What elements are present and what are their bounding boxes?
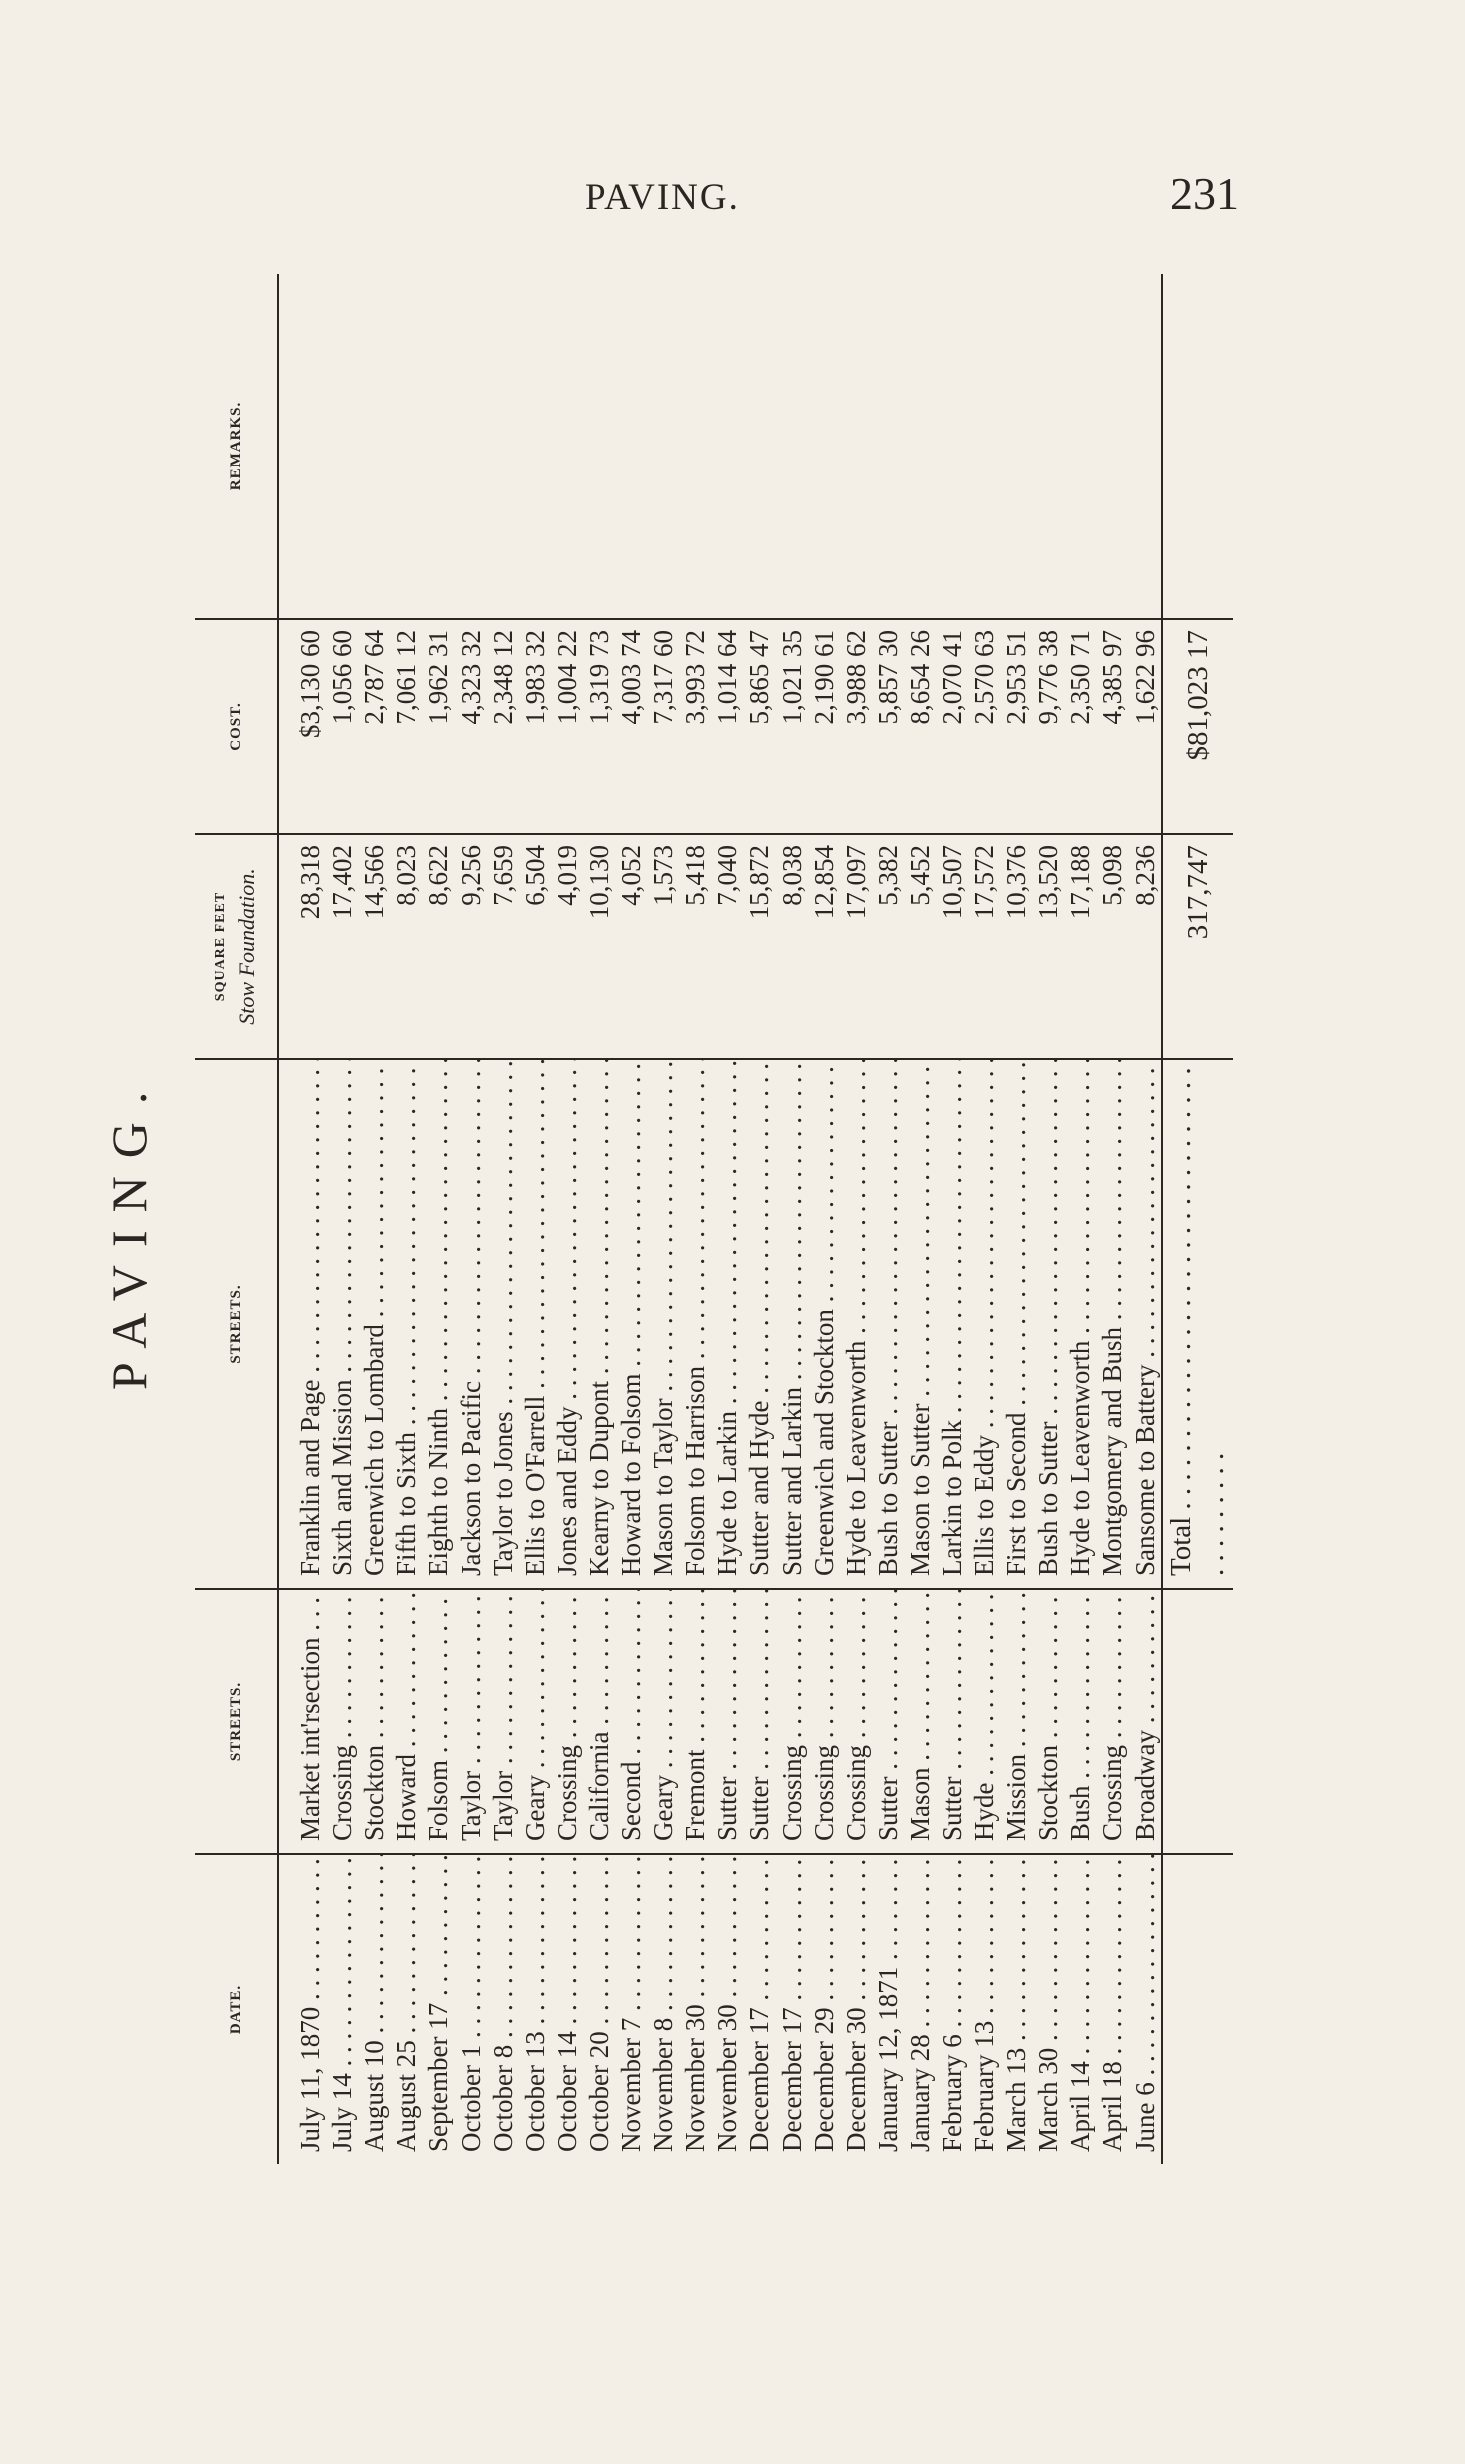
table-row xyxy=(968,274,1000,2164)
range-street-cell: Hyde to Leavenworth . . . xyxy=(1064,1059,1096,1589)
remarks-header: REMARKS. xyxy=(195,274,278,619)
cross-street-cell: Geary . . . xyxy=(647,1589,679,1854)
table-row xyxy=(1000,274,1032,2164)
running-head: PAVING. xyxy=(585,177,740,218)
table-row xyxy=(808,274,840,2164)
square-feet-cell: 17,097 xyxy=(840,834,872,1059)
table-row xyxy=(519,274,551,2164)
date-cell: July 14 . . . xyxy=(326,1854,358,2164)
cost-cell: 1,014 64 xyxy=(711,619,743,834)
ledger-body xyxy=(278,274,1162,2164)
square-feet-header xyxy=(195,834,278,1059)
square-feet-cell: 15,872 xyxy=(743,834,775,1059)
range-street-cell: Ellis to O'Farrell . . . xyxy=(519,1059,551,1589)
table-row xyxy=(358,274,390,2164)
ledger-table xyxy=(195,274,1233,2164)
page-number: 231 xyxy=(1170,168,1239,219)
remarks-cell xyxy=(615,274,647,619)
range-street-cell: Hyde to Leavenworth . . . xyxy=(840,1059,872,1589)
cost-cell: 1,056 60 xyxy=(326,619,358,834)
remarks-cell xyxy=(904,274,936,619)
cross-street-cell: Stockton . . . xyxy=(358,1589,390,1854)
range-street-cell: Jones and Eddy . . . xyxy=(551,1059,583,1589)
cross-street-cell: Sutter . . . xyxy=(743,1589,775,1854)
square-feet-cell: 17,188 xyxy=(1064,834,1096,1059)
cost-cell: 1,983 32 xyxy=(519,619,551,834)
cost-cell: 2,070 41 xyxy=(936,619,968,834)
remarks-cell xyxy=(390,274,422,619)
square-feet-cell: 5,098 xyxy=(1096,834,1128,1059)
date-cell: June 6 . . . xyxy=(1129,1854,1163,2164)
cost-cell: 5,865 47 xyxy=(743,619,775,834)
date-cell: October 8 . . . xyxy=(487,1854,519,2164)
remarks-cell xyxy=(1064,274,1096,619)
remarks-cell xyxy=(775,274,807,619)
cost-cell: 7,061 12 xyxy=(390,619,422,834)
cost-cell: 2,570 63 xyxy=(968,619,1000,834)
square-feet-cell: 4,019 xyxy=(551,834,583,1059)
cross-street-cell: Mason . . . xyxy=(904,1589,936,1854)
date-cell: August 25 . . . xyxy=(390,1854,422,2164)
range-street-cell: Taylor to Jones . . . xyxy=(487,1059,519,1589)
total-remarks-cell xyxy=(1162,274,1233,619)
date-cell: February 6 . . . xyxy=(936,1854,968,2164)
date-cell: April 18 . . . xyxy=(1096,1854,1128,2164)
square-feet-cell: 12,854 xyxy=(808,834,840,1059)
cost-cell: 2,348 12 xyxy=(487,619,519,834)
date-cell: November 30 . . . xyxy=(679,1854,711,2164)
table-row xyxy=(1064,274,1096,2164)
cost-cell: 1,962 31 xyxy=(422,619,454,834)
range-street-cell: Sansome to Battery . . . xyxy=(1129,1059,1163,1589)
table-row xyxy=(936,274,968,2164)
date-cell: October 14 . . . xyxy=(551,1854,583,2164)
date-cell: July 11, 1870 . . . xyxy=(278,1854,326,2164)
remarks-cell xyxy=(936,274,968,619)
cross-street-cell: Folsom . . . xyxy=(422,1589,454,1854)
range-street-cell: Eighth to Ninth . . . xyxy=(422,1059,454,1589)
remarks-cell xyxy=(1129,274,1163,619)
total-square-feet: 317,747 xyxy=(1162,834,1233,1059)
range-street-cell: Howard to Folsom . . . xyxy=(615,1059,647,1589)
table-row xyxy=(872,274,904,2164)
total-cost: $81,023 17 xyxy=(1162,619,1233,834)
cross-street-cell: Mission . . . xyxy=(1000,1589,1032,1854)
square-feet-cell: 9,256 xyxy=(455,834,487,1059)
range-street-cell: Jackson to Pacific . . . xyxy=(455,1059,487,1589)
table-row xyxy=(711,274,743,2164)
square-feet-cell: 17,572 xyxy=(968,834,1000,1059)
cost-cell: 1,021 35 xyxy=(775,619,807,834)
table-row xyxy=(1032,274,1064,2164)
range-street-cell: Larkin to Polk . . . xyxy=(936,1059,968,1589)
square-feet-cell: 4,052 xyxy=(615,834,647,1059)
range-street-cell: Ellis to Eddy . . . xyxy=(968,1059,1000,1589)
cross-street-cell: Taylor . . . xyxy=(487,1589,519,1854)
table-row xyxy=(422,274,454,2164)
cross-street-cell: Broadway . . . xyxy=(1129,1589,1163,1854)
cross-street-cell: Crossing . . . xyxy=(326,1589,358,1854)
cross-street-cell: Crossing . . . xyxy=(775,1589,807,1854)
date-cell: December 29 . . . xyxy=(808,1854,840,2164)
cost-cell: 1,319 73 xyxy=(583,619,615,834)
table-row xyxy=(390,274,422,2164)
table-row xyxy=(840,274,872,2164)
cross-street-cell: Sutter . . . xyxy=(711,1589,743,1854)
cost-cell: 1,004 22 xyxy=(551,619,583,834)
square-feet-cell: 5,418 xyxy=(679,834,711,1059)
range-street-cell: Bush to Sutter . . . xyxy=(872,1059,904,1589)
table-row xyxy=(775,274,807,2164)
remarks-cell xyxy=(455,274,487,619)
table-row xyxy=(278,274,326,2164)
range-street-cell: Fifth to Sixth . . . xyxy=(390,1059,422,1589)
range-street-cell: Sixth and Mission . . . xyxy=(326,1059,358,1589)
cost-cell: 1,622 96 xyxy=(1129,619,1163,834)
cross-streets-header: STREETS. xyxy=(195,1589,278,1854)
cross-street-cell: Crossing . . . xyxy=(1096,1589,1128,1854)
table-row xyxy=(615,274,647,2164)
cross-street-cell: Howard . . . xyxy=(390,1589,422,1854)
cost-cell: 4,003 74 xyxy=(615,619,647,834)
table-row xyxy=(455,274,487,2164)
date-cell: October 13 . . . xyxy=(519,1854,551,2164)
cross-street-cell: California . . . xyxy=(583,1589,615,1854)
remarks-cell xyxy=(1032,274,1064,619)
total-date-cell xyxy=(1162,1854,1233,2164)
range-street-cell: Greenwich to Lombard . . . xyxy=(358,1059,390,1589)
cross-street-cell: Market int'rsection . . . xyxy=(278,1589,326,1854)
cross-street-cell: Crossing . . . xyxy=(551,1589,583,1854)
cost-cell: 2,953 51 xyxy=(1000,619,1032,834)
table-row xyxy=(647,274,679,2164)
date-header: DATE. xyxy=(227,1984,244,2035)
date-cell: October 20 . . . xyxy=(583,1854,615,2164)
square-feet-cell: 10,507 xyxy=(936,834,968,1059)
table-row xyxy=(487,274,519,2164)
remarks-cell xyxy=(647,274,679,619)
square-feet-cell: 8,622 xyxy=(422,834,454,1059)
square-feet-sublabel: Stow Foundation. xyxy=(234,868,259,1025)
table-row xyxy=(743,274,775,2164)
cost-cell: 8,654 26 xyxy=(904,619,936,834)
date-cell: January 28 . . . xyxy=(904,1854,936,2164)
square-feet-cell: 8,236 xyxy=(1129,834,1163,1059)
square-feet-cell: 5,382 xyxy=(872,834,904,1059)
square-feet-cell: 6,504 xyxy=(519,834,551,1059)
table-row xyxy=(904,274,936,2164)
cross-street-cell: Sutter . . . xyxy=(936,1589,968,1854)
remarks-cell xyxy=(278,274,326,619)
square-feet-cell: 10,130 xyxy=(583,834,615,1059)
range-street-cell: Sutter and Hyde . . . xyxy=(743,1059,775,1589)
table-row xyxy=(1129,274,1163,2164)
total-label: Total . . . xyxy=(1162,1059,1233,1589)
remarks-cell xyxy=(519,274,551,619)
date-cell: January 12, 1871 . . . xyxy=(872,1854,904,2164)
square-feet-cell: 14,566 xyxy=(358,834,390,1059)
square-feet-cell: 8,023 xyxy=(390,834,422,1059)
cost-cell: 2,350 71 xyxy=(1064,619,1096,834)
range-street-cell: Mason to Sutter . . . xyxy=(904,1059,936,1589)
cost-cell: 2,787 64 xyxy=(358,619,390,834)
paving-table xyxy=(195,274,1233,2164)
range-street-cell: Mason to Taylor . . . xyxy=(647,1059,679,1589)
cross-street-cell: Geary . . . xyxy=(519,1589,551,1854)
date-cell: November 7 . . . xyxy=(615,1854,647,2164)
cross-street-cell: Hyde . . . xyxy=(968,1589,1000,1854)
square-feet-cell: 10,376 xyxy=(1000,834,1032,1059)
cross-street-cell: Second . . . xyxy=(615,1589,647,1854)
remarks-cell xyxy=(1000,274,1032,619)
range-street-cell: Sutter and Larkin . . . xyxy=(775,1059,807,1589)
cross-street-cell: Fremont . . . xyxy=(679,1589,711,1854)
range-street-cell: Hyde to Larkin . . . xyxy=(711,1059,743,1589)
date-cell: December 17 . . . xyxy=(743,1854,775,2164)
date-cell: September 17 . . . xyxy=(422,1854,454,2164)
range-street-cell: Folsom to Harrison . . . xyxy=(679,1059,711,1589)
range-street-cell: Franklin and Page . . . xyxy=(278,1059,326,1589)
date-cell: November 8 . . . xyxy=(647,1854,679,2164)
cross-street-cell: Stockton . . . xyxy=(1032,1589,1064,1854)
remarks-cell xyxy=(358,274,390,619)
cost-cell: 4,385 97 xyxy=(1096,619,1128,834)
cost-cell: 3,993 72 xyxy=(679,619,711,834)
total-row xyxy=(1162,274,1233,2164)
remarks-cell xyxy=(808,274,840,619)
date-cell: March 30 . . . xyxy=(1032,1854,1064,2164)
remarks-cell xyxy=(551,274,583,619)
date-cell: February 13 . . . xyxy=(968,1854,1000,2164)
remarks-cell xyxy=(679,274,711,619)
cross-street-cell: Sutter . . . xyxy=(872,1589,904,1854)
date-cell: August 10 . . . xyxy=(358,1854,390,2164)
remarks-cell xyxy=(487,274,519,619)
header-row xyxy=(195,274,278,2164)
table-row xyxy=(1096,274,1128,2164)
range-streets-header: STREETS. xyxy=(195,1059,278,1589)
square-feet-cell: 5,452 xyxy=(904,834,936,1059)
table-row xyxy=(679,274,711,2164)
cost-cell: 7,317 60 xyxy=(647,619,679,834)
square-feet-cell: 28,318 xyxy=(278,834,326,1059)
range-street-cell: Kearny to Dupont . . . xyxy=(583,1059,615,1589)
range-street-cell: Bush to Sutter . . . xyxy=(1032,1059,1064,1589)
cross-street-cell: Crossing . . . xyxy=(840,1589,872,1854)
total-cross-cell xyxy=(1162,1589,1233,1854)
date-cell: December 17 . . . xyxy=(775,1854,807,2164)
square-feet-cell: 7,040 xyxy=(711,834,743,1059)
date-cell: April 14 . . . xyxy=(1064,1854,1096,2164)
date-cell: March 13 . . . xyxy=(1000,1854,1032,2164)
remarks-cell xyxy=(711,274,743,619)
cost-cell: 5,857 30 xyxy=(872,619,904,834)
cross-street-cell: Taylor . . . xyxy=(455,1589,487,1854)
square-feet-cell: 1,573 xyxy=(647,834,679,1059)
cost-header: COST. xyxy=(195,619,278,834)
cost-cell: 9,776 38 xyxy=(1032,619,1064,834)
square-feet-label: SQUARE FEET xyxy=(212,891,228,1002)
remarks-cell xyxy=(422,274,454,619)
cost-cell: 2,190 61 xyxy=(808,619,840,834)
cross-street-cell: Bush . . . xyxy=(1064,1589,1096,1854)
date-cell: December 30 . . . xyxy=(840,1854,872,2164)
square-feet-cell: 17,402 xyxy=(326,834,358,1059)
remarks-cell xyxy=(743,274,775,619)
remarks-cell xyxy=(326,274,358,619)
cross-street-cell: Crossing . . . xyxy=(808,1589,840,1854)
square-feet-cell: 8,038 xyxy=(775,834,807,1059)
date-cell: November 30 . . . xyxy=(711,1854,743,2164)
square-feet-cell: 13,520 xyxy=(1032,834,1064,1059)
remarks-cell xyxy=(583,274,615,619)
remarks-cell xyxy=(1096,274,1128,619)
range-street-cell: First to Second . . . xyxy=(1000,1059,1032,1589)
square-feet-cell: 7,659 xyxy=(487,834,519,1059)
cost-cell: 3,988 62 xyxy=(840,619,872,834)
table-row xyxy=(326,274,358,2164)
cost-cell: 4,323 32 xyxy=(455,619,487,834)
side-title: PAVING. xyxy=(101,1073,157,1390)
range-street-cell: Greenwich and Stockton . . . xyxy=(808,1059,840,1589)
remarks-cell xyxy=(968,274,1000,619)
date-cell: October 1 . . . xyxy=(455,1854,487,2164)
range-street-cell: Montgomery and Bush . . . xyxy=(1096,1059,1128,1589)
table-row xyxy=(583,274,615,2164)
table-row xyxy=(551,274,583,2164)
cost-cell: $3,130 60 xyxy=(278,619,326,834)
remarks-cell xyxy=(840,274,872,619)
remarks-cell xyxy=(872,274,904,619)
